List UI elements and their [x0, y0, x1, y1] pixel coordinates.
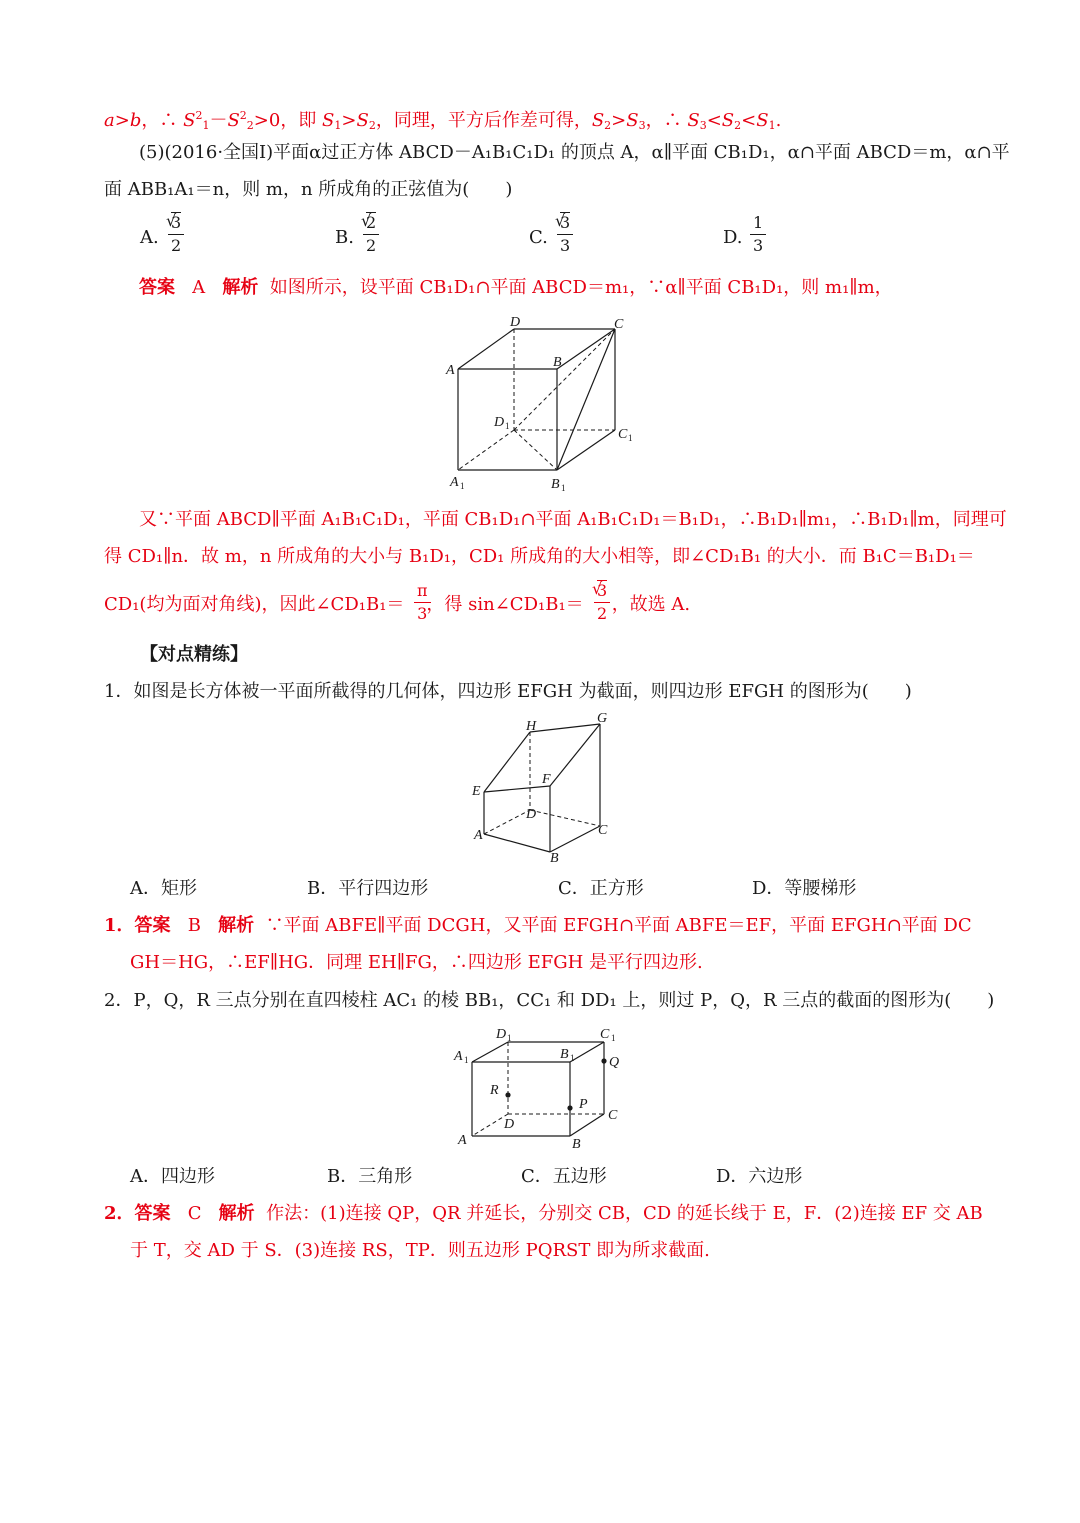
svg-text:1: 1 — [505, 421, 510, 431]
problem5-line1: (5)(2016·全国Ⅰ)平面α过正方体 ABCD－A₁B₁C₁D₁ 的顶点 A，α∥平面 CB₁D₁，α∩平面 ABCD＝m，α∩平 — [139, 142, 1010, 163]
analysis-label: 解析 — [222, 277, 259, 298]
problem5-answer-line — [139, 276, 893, 300]
label-B1: B — [560, 1047, 569, 1062]
section-title: 【对点精练】 — [140, 644, 248, 665]
label-B1: B — [551, 477, 560, 492]
q1-answer-line: 1．答案 B 解析 ∵平面 ABFE∥平面 DCGH，又平面 EFGH∩平面 ABFE＝EF，平面 EFGH∩平面 DC — [104, 915, 972, 936]
intro-line: a>b，∴ $S^2_1-S^2_2>0$，即 $S_1>S_2$，同理，平方后作差可得，$S_2>S_3$，∴ $S_3<S_2<S_1$. — [104, 109, 782, 132]
svg-text:1: 1 — [561, 483, 566, 493]
label-C: C — [598, 823, 608, 838]
q2-answer-line: 2．答案 C 解析 作法：(1)连接 QP，QR 并延长，分别交 CB，CD 的延长线于 E，F．(2)连接 EF 交 AB — [104, 1203, 983, 1224]
label-D1: D — [496, 1027, 507, 1042]
problem5-option-c-frac: √ 3 3 — [557, 214, 573, 255]
problem5-analysis-line2: 又∵平面 ABCD∥平面 A₁B₁C₁D₁，平面 CB₁D₁∩平面 A₁B₁C₁D₁＝B₁D₁，∴B₁D₁∥m₁，∴B₁D₁∥m，同理可 — [139, 509, 1007, 530]
q1-option-b[interactable]: B．平行四边形 — [307, 878, 429, 899]
problem5-option-d-frac: 1 3 — [750, 214, 766, 255]
label-D: D — [504, 1117, 515, 1132]
problem5-option-a[interactable]: A. — [140, 227, 159, 248]
label-Q: Q — [609, 1055, 620, 1070]
problem5-frac-sqrt3-2: √ 3 2 — [594, 582, 610, 623]
q2-option-d[interactable]: D．六边形 — [716, 1166, 803, 1187]
analysis-label: 解析 — [218, 1203, 255, 1224]
svg-text:1: 1 — [507, 1033, 512, 1043]
label-B: B — [553, 355, 562, 370]
q1-analysis-line2: GH＝HG，∴EF∥HG．同理 EH∥FG，∴四边形 EFGH 是平行四边形. — [130, 952, 703, 973]
q1-option-a[interactable]: A．矩形 — [130, 878, 197, 899]
analysis-label: 解析 — [218, 915, 255, 936]
problem5-analysis-line3: 得 CD₁∥n．故 m，n 所成角的大小与 B₁D₁，CD₁ 所成角的大小相等，即∠CD₁B₁ 的大小．而 B₁C＝B₁D₁＝ — [104, 546, 975, 567]
point-Q — [601, 1058, 606, 1063]
problem5-option-d[interactable]: D. — [723, 227, 743, 248]
q1-text: 1．如图是长方体被一平面所截得的几何体，四边形 EFGH 为截面，则四边形 EFGH 的图形为( ) — [104, 681, 912, 702]
q1-option-d[interactable]: D．等腰梯形 — [752, 878, 857, 899]
answer-value: B — [187, 915, 201, 936]
label-P: P — [579, 1097, 588, 1112]
label-A: A — [446, 363, 455, 378]
label-A1: A — [450, 475, 459, 490]
problem5-line2: 面 ABB₁A₁＝n，则 m，n 所成角的正弦值为( ) — [104, 179, 513, 200]
label-R: R — [490, 1083, 499, 1098]
problem5-option-c[interactable]: C. — [529, 227, 548, 248]
label-G: G — [597, 711, 608, 726]
label-C1: C — [600, 1027, 610, 1042]
answer-label: 答案 — [139, 277, 175, 298]
label-A1: A — [454, 1049, 463, 1064]
label-B: B — [550, 851, 559, 866]
label-C: C — [614, 317, 624, 332]
label-D1: D — [494, 415, 505, 430]
answer-value: C — [187, 1203, 202, 1224]
svg-text:1: 1 — [460, 481, 465, 491]
q2-option-c[interactable]: C．五边形 — [521, 1166, 607, 1187]
q2-analysis-line2: 于 T，交 AD 于 S．(3)连接 RS，TP．则五边形 PQRST 即为所求截面. — [130, 1240, 710, 1261]
point-R — [505, 1092, 510, 1097]
svg-text:1: 1 — [570, 1053, 575, 1063]
point-P — [567, 1105, 572, 1110]
answer-value: A — [192, 277, 206, 298]
q2-option-a[interactable]: A．四边形 — [130, 1166, 215, 1187]
label-F: F — [542, 772, 551, 787]
svg-text:1: 1 — [628, 433, 633, 443]
problem5-analysis-line4: CD₁(均为面对角线)，因此∠CD₁B₁＝ ，得 sin∠CD₁B₁＝ ，故选 A. — [104, 594, 691, 615]
svg-text:1: 1 — [464, 1055, 469, 1065]
q2-option-b[interactable]: B．三角形 — [327, 1166, 413, 1187]
problem5-frac-pi3: π 3 — [414, 582, 431, 623]
label-C: C — [608, 1108, 618, 1123]
label-C1: C — [618, 427, 628, 442]
answer-label: 答案 — [134, 915, 171, 936]
answer-label: 答案 — [134, 1203, 171, 1224]
label-A: A — [474, 828, 483, 843]
label-B: B — [572, 1137, 581, 1152]
problem5-option-b[interactable]: B. — [335, 227, 354, 248]
problem5-option-a-frac: √ 3 2 — [168, 214, 184, 255]
label-E: E — [472, 784, 481, 799]
cube-figure — [440, 312, 640, 492]
label-H: H — [526, 719, 537, 734]
label-D: D — [510, 315, 521, 330]
q1-option-c[interactable]: C．正方形 — [558, 878, 644, 899]
problem5-option-b-frac: √ 2 2 — [363, 214, 379, 255]
analysis-text: 如图所示，设平面 CB₁D₁∩平面 ABCD＝m₁，∵α∥平面 CB₁D₁，则 m₁∥m， — [269, 277, 893, 298]
q2-text: 2．P，Q，R 三点分别在直四棱柱 AC₁ 的棱 BB₁，CC₁ 和 DD₁ 上，则过 P，Q，R 三点的截面的图形为( ) — [104, 990, 995, 1011]
cut-box-figure — [470, 711, 640, 866]
prism-figure — [452, 1024, 642, 1154]
svg-text:1: 1 — [611, 1033, 616, 1043]
label-D: D — [526, 807, 537, 822]
label-A: A — [458, 1133, 467, 1148]
